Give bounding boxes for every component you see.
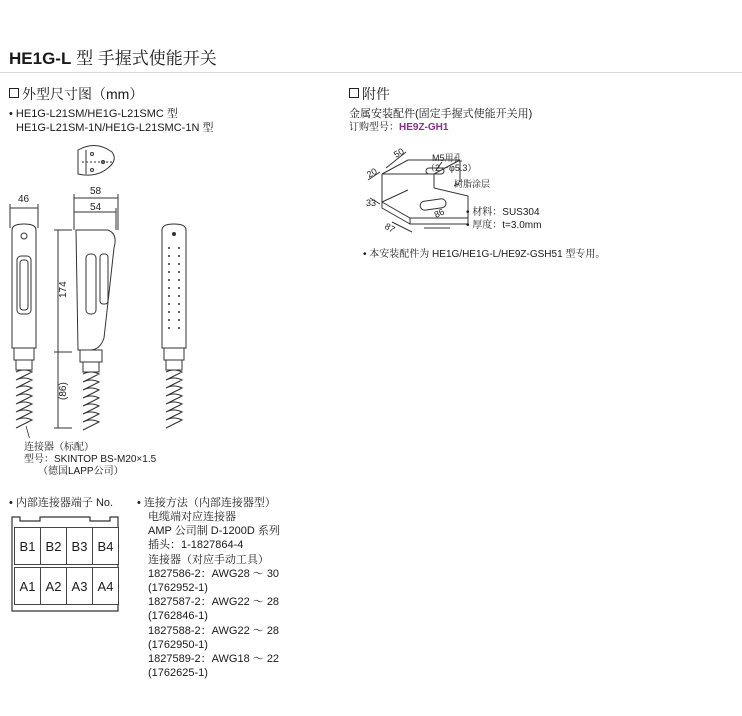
model-list-line-1: • HE1G-L21SM/HE1G-L21SMC 型 — [9, 108, 178, 120]
accessory-name: 金属安装配件(固定手握式使能开关用) — [349, 108, 533, 120]
thickness-spec: • 厚度：t=3.0mm — [466, 220, 542, 231]
bracket-dim-86-label: 86 — [432, 206, 446, 220]
connection-line: (1762625-1) — [148, 667, 208, 680]
connection-line: 插头：1-1827864-4 — [148, 539, 244, 552]
dim-46-label: 46 — [18, 194, 30, 205]
connection-line: (1762846-1) — [148, 610, 208, 623]
dim-54-label: 54 — [90, 202, 102, 213]
pin-a4: A4 — [92, 567, 119, 605]
connection-line: 电缆端对应连接器 — [148, 511, 236, 523]
hole-detail-label: （2－φ5.3） — [426, 163, 477, 173]
accessory-note: • 本安装配件为 HE1G/HE1G-L/HE9Z-GSH51 型专用。 — [363, 249, 606, 260]
pin-a1: A1 — [14, 567, 41, 605]
bracket-dim-20-label: 20 — [365, 166, 379, 180]
internal-connector-title: • 内部连接器端子 No. — [9, 497, 114, 509]
connection-line: 1827588-2：AWG22 ～ 28 — [148, 624, 280, 637]
dimensions-section-title: 外型尺寸图（mm） — [9, 84, 143, 104]
connection-method-title: • 连接方法（内部连接器型） — [137, 497, 276, 509]
dim-58-label: 58 — [90, 186, 102, 197]
page-title: HE1G-L 型 手握式使能开关 — [9, 49, 217, 68]
dim-86-label: (86) — [58, 382, 69, 400]
connection-line: 1827589-2：AWG18 ～ 22 — [148, 652, 280, 665]
pin-b1: B1 — [14, 527, 41, 565]
bracket-dim-33-label: 33 — [366, 198, 377, 208]
coating-label: 树脂涂层 — [454, 179, 491, 189]
handle-dimension-drawing — [0, 138, 220, 438]
pin-b4: B4 — [92, 527, 119, 565]
connection-line: 连接器（对应手动工具） — [148, 553, 269, 566]
connection-line: AMP 公司制 D-1200D 系列 — [148, 525, 280, 538]
hole-label: M5用孔 — [432, 153, 463, 163]
bracket-dim-50-label: 50 — [392, 146, 406, 160]
checkbox-square-icon — [9, 88, 19, 98]
pin-a2: A2 — [40, 567, 67, 605]
pin-b2: B2 — [40, 527, 67, 565]
dim-174-label: 174 — [58, 281, 69, 298]
pin-b3: B3 — [66, 527, 93, 565]
accessory-order-code: 订购型号：HE9Z-GH1 — [349, 122, 449, 133]
title-divider — [0, 72, 742, 73]
connection-line: 1827586-2：AWG28 ～ 30 — [148, 567, 280, 580]
cable-note-line-1: 连接器（标配） — [24, 442, 94, 453]
material-spec: • 材料：SUS304 — [466, 207, 540, 218]
bracket-dim-87-label: 87 — [383, 221, 397, 235]
connection-line: (1762952-1) — [148, 581, 208, 594]
connection-line: (1762950-1) — [148, 638, 208, 651]
connector-pinout-diagram — [10, 515, 120, 615]
cable-note-line-2: 型号：SKINTOP BS-M20×1.5 — [24, 454, 157, 465]
connection-line: 1827587-2：AWG22 ～ 28 — [148, 596, 280, 609]
accessory-section-title: 附件 — [349, 84, 390, 104]
connection-method-list — [148, 510, 280, 680]
cable-note-line-3: （德国LAPP公司） — [38, 466, 124, 477]
pin-a3: A3 — [66, 567, 93, 605]
checkbox-square-icon — [349, 88, 359, 98]
model-list-line-2: HE1G-L21SM-1N/HE1G-L21SMC-1N 型 — [16, 122, 214, 134]
